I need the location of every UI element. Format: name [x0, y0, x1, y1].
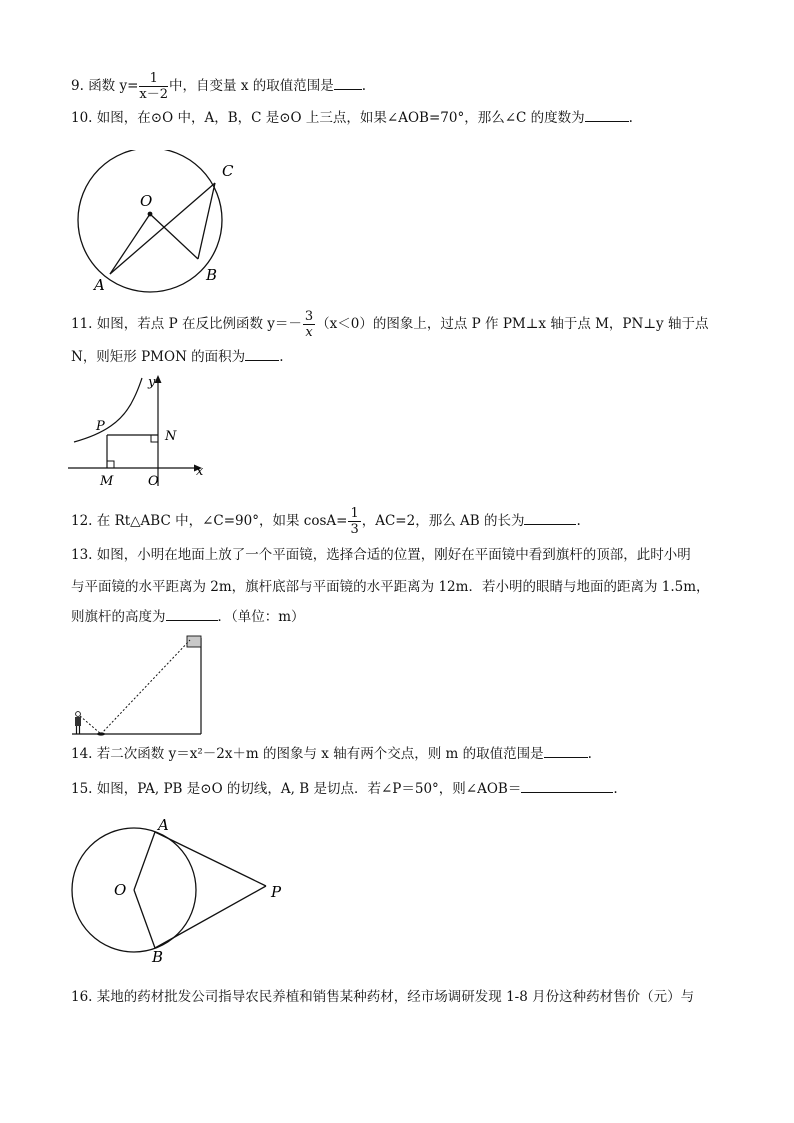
q10-answer-blank[interactable] — [585, 108, 629, 122]
q14-number: 14. — [71, 746, 93, 762]
q13-flagpole-figure — [68, 630, 208, 738]
q10-text: 如图，在⊙O 中，A，B，C 是⊙O 上三点，如果∠AOB=70°，那么∠C 的度数为 — [96, 110, 585, 126]
question-9 — [71, 71, 366, 102]
q9-number: 9. — [71, 78, 84, 94]
q13-number: 13. — [71, 547, 93, 563]
q12-lead: 在 Rt△ABC 中，∠C=90°，如果 cosA= — [96, 513, 348, 529]
q9-frac-den: x－2 — [139, 87, 169, 102]
q10-label-b: B — [206, 266, 218, 284]
q12-tail: ，AC=2，那么 AB 的长为 — [361, 513, 525, 529]
q11-label-p: P — [96, 419, 105, 434]
q10-label-c: C — [222, 162, 234, 180]
question-13-line-1 — [71, 545, 691, 565]
q11-label-o: O — [148, 474, 159, 489]
q12-frac-den: 3 — [350, 522, 359, 537]
q13-line2: 与平面镜的水平距离为 2m，旗杆底部与平面镜的水平距离为 12m．若小明的眼睛与地面的距离为 1.5m， — [71, 579, 710, 595]
q9-tail: 中，自变量 x 的取值范围是 — [169, 78, 334, 94]
q13-line1: 如图，小明在地面上放了一个平面镜，选择合适的位置，刚好在平面镜中看到旗杆的顶部，此时小明 — [96, 547, 691, 563]
q11-line2: N，则矩形 PMON 的面积为 — [71, 349, 246, 365]
q10-label-o: O — [140, 192, 153, 210]
q11-end: . — [279, 349, 284, 365]
q15-label-p: P — [271, 883, 282, 901]
q15-label-o: O — [114, 881, 127, 899]
q11-frac-den: x — [305, 325, 313, 340]
q13-line3-b: ．（单位：m） — [217, 609, 305, 625]
q14-end: . — [587, 746, 592, 762]
q9-answer-blank[interactable] — [334, 76, 362, 90]
q11-label-m: M — [100, 474, 114, 489]
question-13-line-2 — [71, 577, 710, 597]
question-15 — [71, 779, 618, 799]
q14-text: 若二次函数 y＝x²－2x＋m 的图象与 x 轴有两个交点，则 m 的取值范围是 — [96, 746, 544, 762]
q11-label-y: y — [148, 375, 156, 390]
q14-answer-blank[interactable] — [544, 744, 588, 758]
q11-line1-b: （x＜0）的图象上，过点 P 作 PM⊥x 轴于点 M，PN⊥y 轴于点 — [316, 316, 709, 332]
q15-text: 如图，PA, PB 是⊙O 的切线，A, B 是切点．若∠P＝50°，则∠AOB＝ — [96, 781, 522, 797]
q15-number: 15. — [71, 781, 93, 797]
question-12 — [71, 506, 581, 537]
q15-end: . — [613, 781, 618, 797]
q11-label-x: x — [196, 464, 204, 479]
q12-end: . — [576, 513, 581, 529]
q10-number: 10. — [71, 110, 93, 126]
q9-fraction — [139, 71, 168, 102]
q9-end: . — [361, 78, 367, 94]
q9-lead: 函数 y= — [88, 78, 139, 94]
q12-frac-num: 1 — [350, 506, 359, 521]
q15-label-b: B — [152, 948, 164, 966]
q12-number: 12. — [71, 513, 93, 529]
q16-text: 某地的药材批发公司指导农民养植和销售某种药材，经市场调研发现 1-8 月份这种药材售价（元）与 — [96, 989, 695, 1005]
q11-number: 11. — [71, 316, 93, 332]
q16-number: 16. — [71, 989, 93, 1005]
q12-fraction — [348, 506, 360, 537]
q15-label-a: A — [158, 816, 169, 834]
q11-frac-num: 3 — [304, 309, 314, 324]
question-11-line-1 — [71, 309, 708, 340]
q15-answer-blank[interactable] — [521, 779, 613, 793]
q10-label-a: A — [94, 276, 105, 294]
question-16 — [71, 987, 694, 1007]
question-13-line-3 — [71, 607, 305, 627]
q12-answer-blank[interactable] — [524, 511, 576, 525]
question-11-line-2 — [71, 347, 283, 367]
q11-answer-blank[interactable] — [245, 347, 279, 361]
q11-fraction — [303, 309, 315, 340]
q11-line1-a: 如图，若点 P 在反比例函数 y＝－ — [96, 316, 302, 332]
q13-line3-a: 则旗杆的高度为 — [71, 609, 166, 625]
q10-circle-figure — [70, 150, 250, 300]
q15-tangent-figure — [66, 812, 296, 972]
q10-end: . — [628, 110, 633, 126]
question-14 — [71, 744, 592, 764]
q11-label-n: N — [165, 429, 177, 444]
q11-hyperbola-figure — [68, 372, 208, 490]
q9-frac-num: 1 — [139, 71, 168, 87]
question-10 — [71, 108, 633, 128]
q13-answer-blank[interactable] — [166, 607, 218, 621]
